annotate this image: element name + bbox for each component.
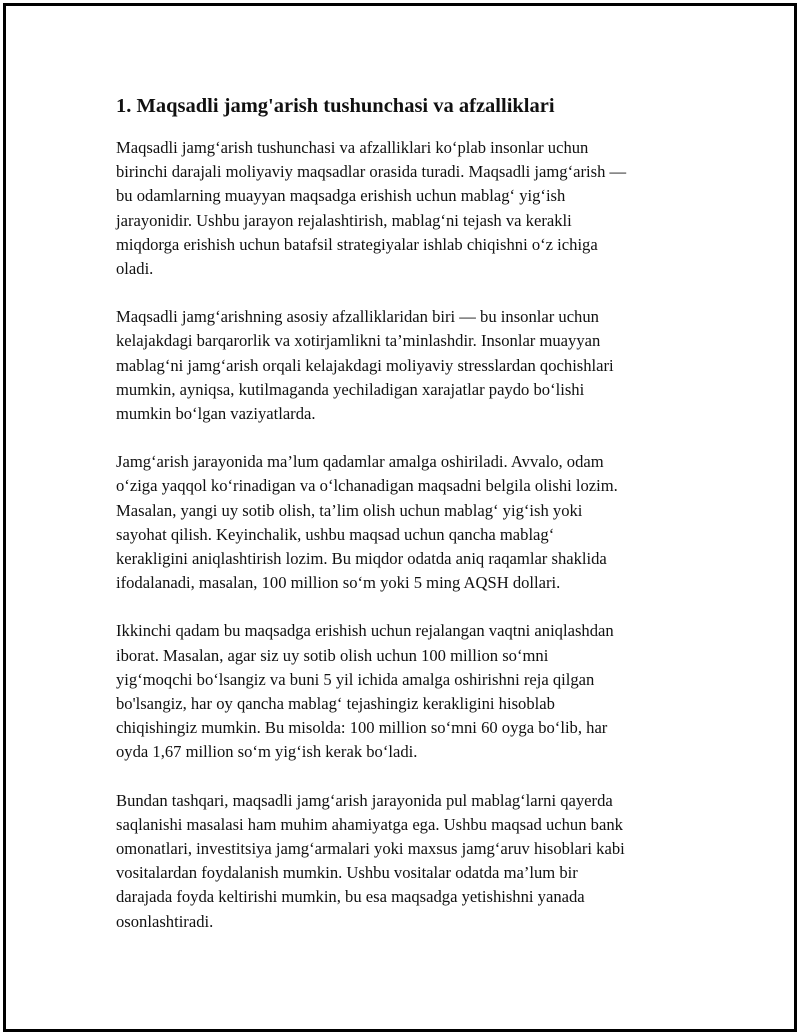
paragraph-storage: Bundan tashqari, maqsadli jamg‘arish jarayonida pul mablag‘larni qayerda saqlanishi masalasi ham muhim ahamiyatga ega. Ushbu maqsad uchun bank omonatlari, investitsiya jamg‘armalari yoki maxsus jamg‘aruv hisoblari kabi vositalardan foydalanish mumkin. Ushbu vositalar odatda ma’lum bir darajada foyda keltirishi mumkin, bu esa maqsadga yetishishni yanada osonlashtiradi.	[116, 790, 625, 931]
paragraph-steps: Jamg‘arish jarayonida ma’lum qadamlar amalga oshiriladi. Avvalo, odam o‘ziga yaqqol ko‘rinadigan va o‘lchanadigan maqsadni belgila olishi lozim. Masalan, yangi uy sotib olish, ta’lim olish uchun mablag‘ yig‘ish yoki sayohat qilish. Keyinchalik, ushbu maqsad uchun qancha mablag‘ kerakligini aniqlashtirish lozim. Bu miqdor odatda aniq raqamlar shaklida ifodalanadi, masalan, 100 million so‘m yoki 5 ming AQSH dollari.	[116, 452, 618, 593]
paragraph-definition: Maqsadli jamg‘arish tushunchasi va afzalliklari ko‘plab insonlar uchun birinchi darajali moliyaviy maqsadlar orasida turadi. Maqsadli jamg‘arish — bu odamlarning muayyan maqsadga erishish uchun mablag‘ yig‘ish jarayonidir. Ushbu jarayon rejalashtirish, mablag‘ni tejash va kerakli miqdorga erishish uchun batafsil strategiyalar ishlab chiqishni o‘z ichiga oladi.	[116, 138, 627, 279]
paragraph-timeframe: Ikkinchi qadam bu maqsadga erishish uchun rejalangan vaqtni aniqlashdan iborat. Masalan, agar siz uy sotib olish uchun 100 million so‘mni yig‘moqchi bo‘lsangiz va buni 5 yil ichida amalga oshirishni reja qilgan bo'lsangiz, har oy qancha mablag‘ tejashingiz kerakligini hisoblab chiqishingiz mumkin. Bu misolda: 100 million so‘mni 60 oyga bo‘lib, har oyda 1,67 million so‘m yig‘ish kerak bo‘ladi.	[116, 621, 614, 762]
paragraph-benefits: Maqsadli jamg‘arishning asosiy afzalliklaridan biri — bu insonlar uchun kelajakdagi barqarorlik va xotirjamlikni ta’minlashdir. Insonlar muayyan mablag‘ni jamg‘arish orqali kelajakdagi moliyaviy stresslardan qochishlari mumkin, ayniqsa, kutilmaganda yechiladigan xarajatlar paydo bo‘lishi mumkin bo‘lgan vaziyatlarda.	[116, 307, 614, 424]
section-heading: 1. Maqsadli jamg'arish tushunchasi va afzalliklari	[116, 95, 555, 117]
document-body	[116, 92, 686, 958]
